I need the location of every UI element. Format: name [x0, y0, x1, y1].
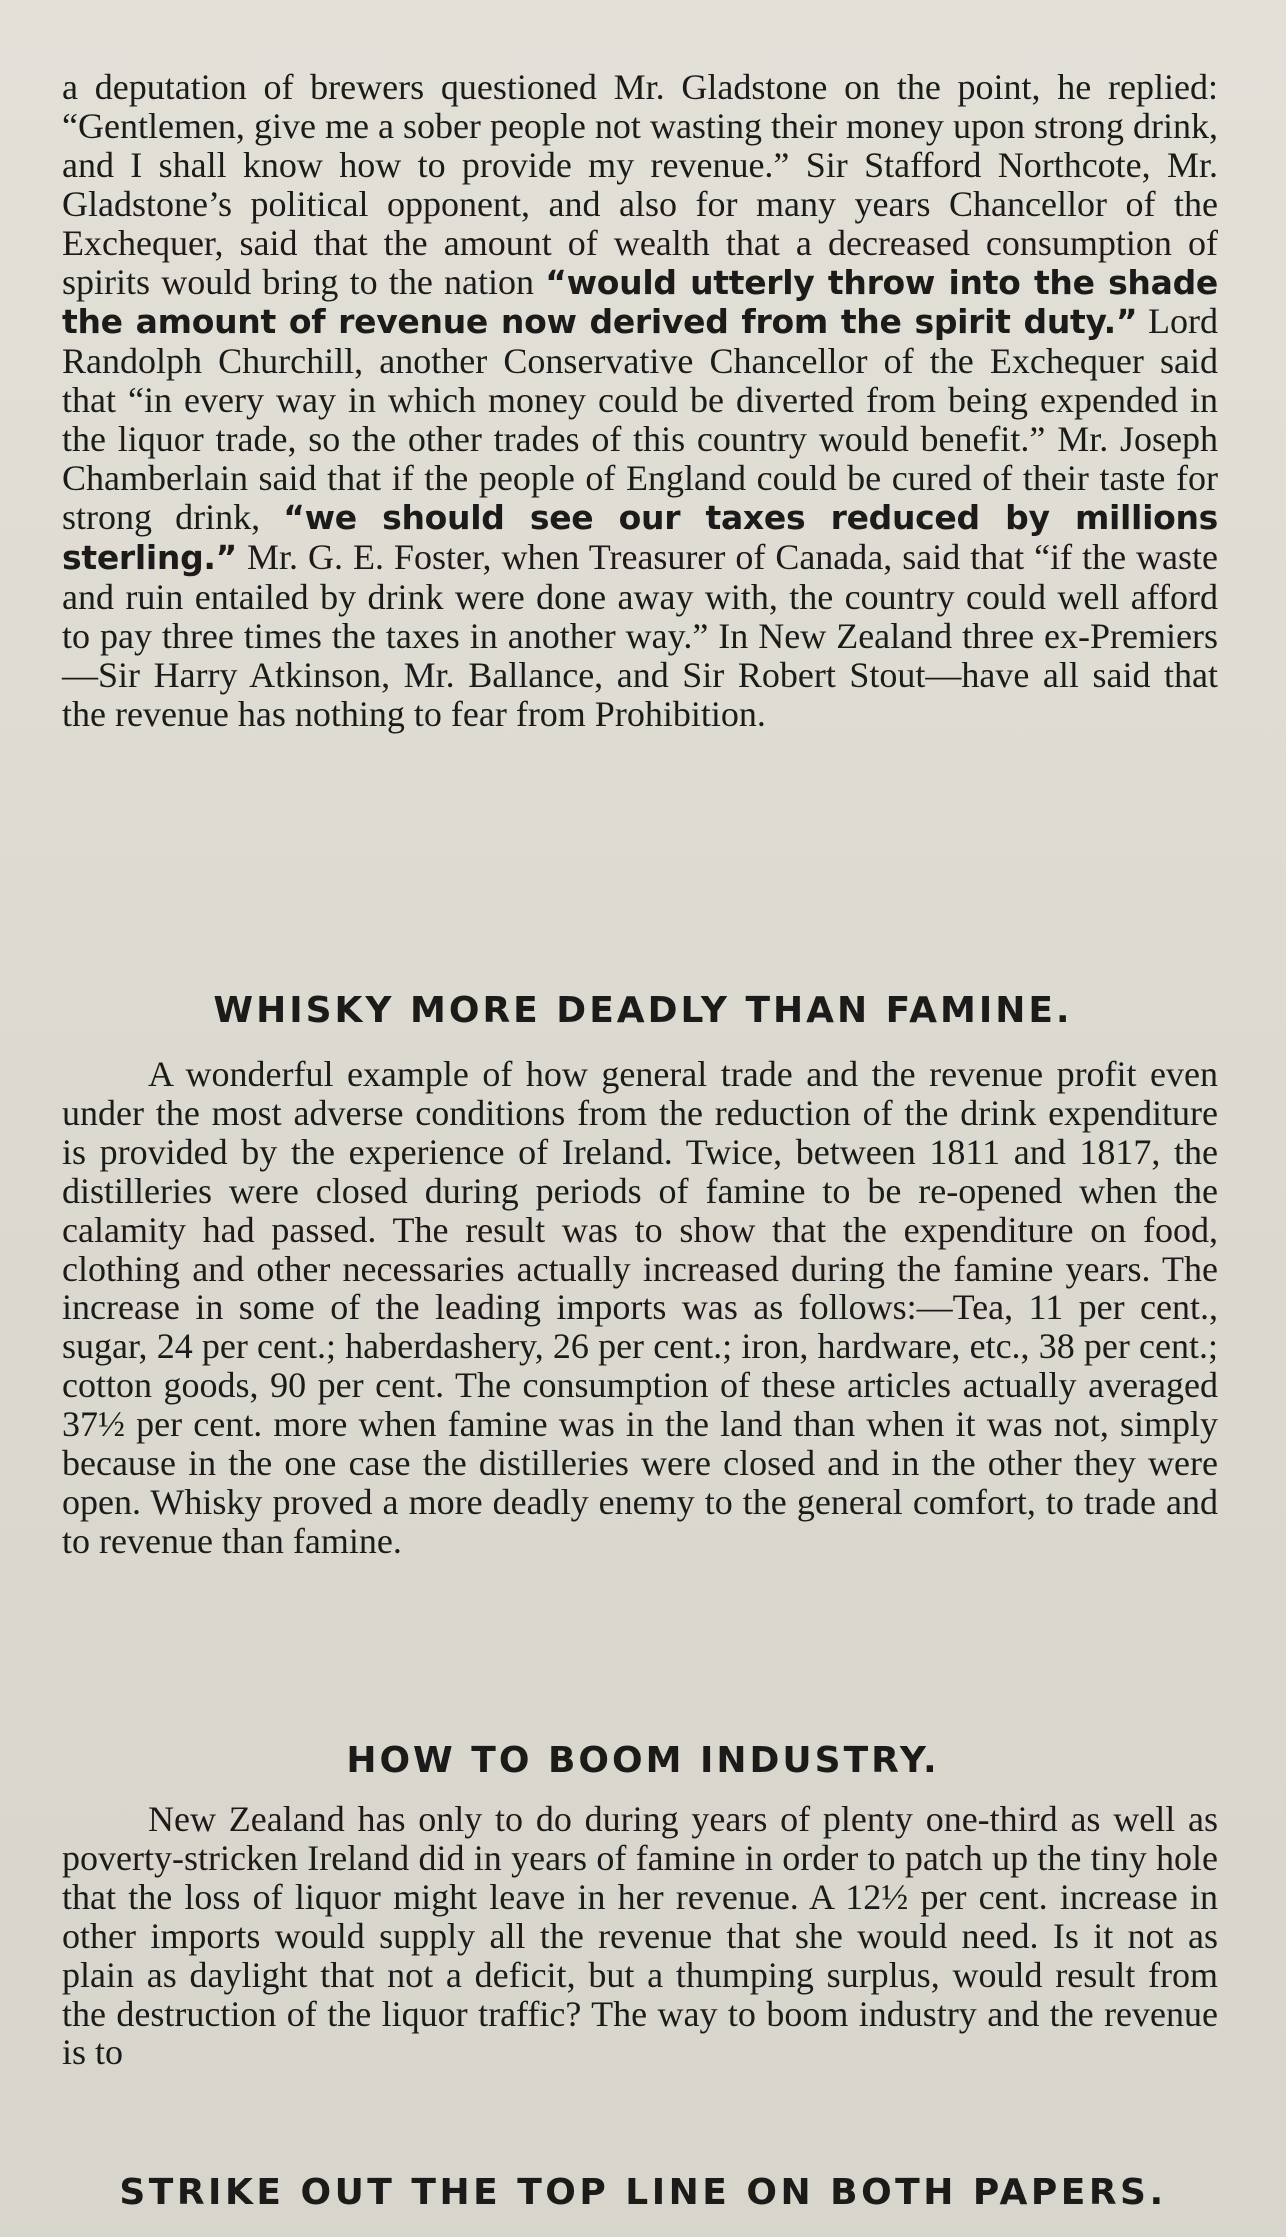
paragraph-text-segment: a deputation of brewers questioned Mr. Gladstone on the point, he replied: “Gentlemen, give me a sober people not wasting their money upon strong drink, and I shall know how to provide my revenue.” Sir Stafford Northcote, Mr. Gladstone’s political opponent, and also for many years Chancellor of the Exchequer, said that the amount of wealth that a decreased consumption of spirits would bring to the nation — [62, 67, 1218, 302]
section-heading-whisky: WHISKY MORE DEADLY THAN FAMINE. — [213, 990, 1073, 1031]
paragraph-ireland-famine: A wonderful example of how general trade and the revenue profit even under the most adverse conditions from the reduction of the drink expenditure is provided by the experience of Ireland. Twice, between 1811 and 1817, the distilleries were closed during periods of famine to be re-opened when the calamity had passed. The result was to show that the expenditure on food, clothing and other necessaries actually increased during the famine years. The increase in some of the leading imports was as follows:—Tea, 11 per cent., sugar, 24 per cent.; haberdashery, 26 per cent.; iron, hardware, etc., 38 per cent.; cotton goods, 90 per cent. The consumption of these articles actually averaged 37½ per cent. more when famine was in the land than when it was not, simply because in the one case the distilleries were closed and in the other they were open. Whisky proved a more deadly enemy to the general comfort, to trade and to revenue than famine. — [62, 1054, 1218, 1561]
paragraph-quotations — [62, 68, 1218, 733]
section-heading-boom-industry: HOW TO BOOM INDUSTRY. — [346, 1740, 940, 1781]
paragraph-new-zealand: New Zealand has only to do during years of plenty one-third as well as poverty-stricken Ireland did in years of famine in order to patch up the tiny hole that the loss of liquor might leave in her revenue. A 12½ per cent. increase in other imports would supply all the revenue that she would need. Is it not as plain as daylight that not a deficit, but a thumping surplus, would result from the destruction of the liquor traffic? The way to boom industry and the revenue is to — [62, 1799, 1218, 2073]
bold-quote-northcote: “would utterly throw into the shade the amount of revenue now derived from the spirit duty.” — [62, 262, 1219, 342]
bold-quote-chamberlain: “we should see our taxes reduced by millions sterling.” — [62, 497, 1218, 577]
paragraph-text-segment: Mr. G. E. Foster, when Treasurer of Canada, said that “if the waste and ruin entailed by drink were done away with, the country could well afford to pay three times the taxes in another way.” In New Zealand three ex-Premiers—Sir Harry Atkinson, Mr. Ballance, and Sir Robert Stout—have all said that the revenue has nothing to fear from Prohibition. — [62, 536, 1218, 734]
paragraph-text-segment: Lord Randolph Churchill, another Conservative Chancellor of the Exchequer said that “in every way in which money could be diverted from being expended in the liquor trade, so the other trades of this country would benefit.” Mr. Joseph Chamberlain said that if the people of England could be cured of their taste for strong drink, — [62, 301, 1219, 537]
footer-instruction: STRIKE OUT THE TOP LINE ON BOTH PAPERS. — [119, 2172, 1167, 2213]
